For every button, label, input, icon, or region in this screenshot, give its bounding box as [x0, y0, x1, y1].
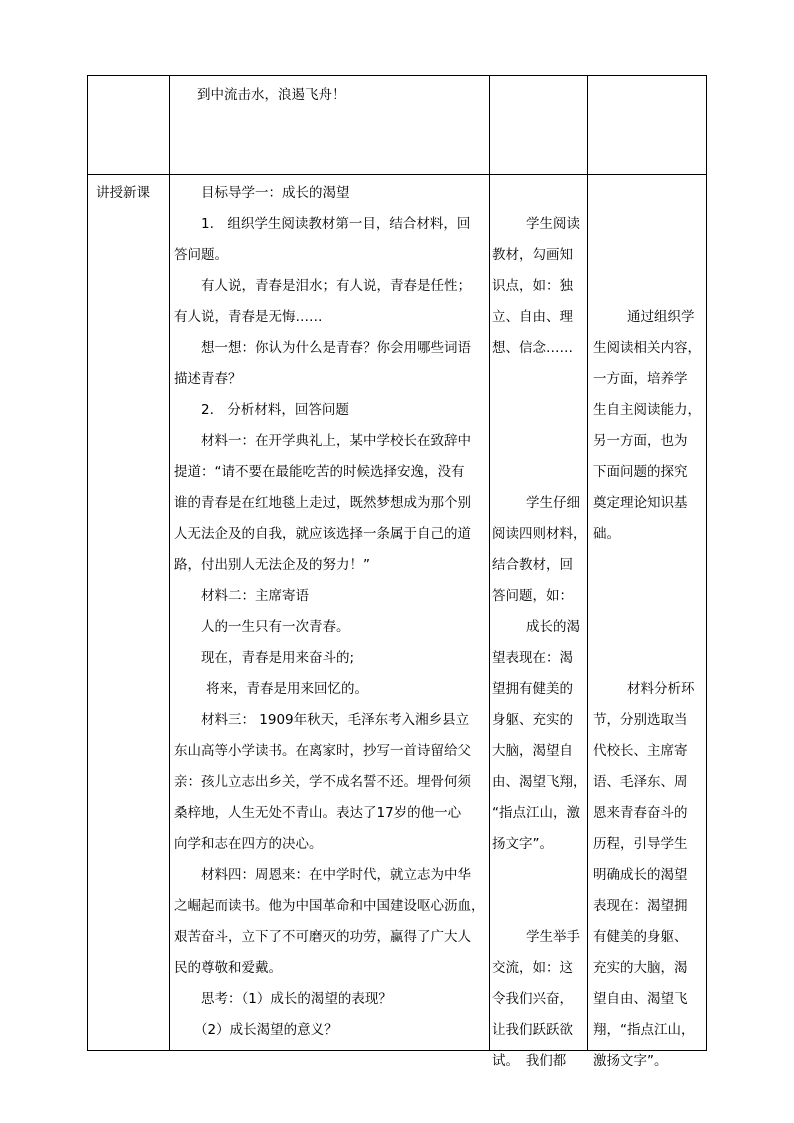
student-line-blank [492, 395, 586, 426]
student-line: 扬文字”。 [492, 836, 553, 852]
student-line: 想、信念…… [492, 340, 573, 356]
intent-line: 一方面，培养学 [593, 371, 688, 387]
intent-line: 翔，“指点江山， [593, 1022, 695, 1038]
student-line: 成长的渴 [526, 619, 580, 635]
student-line: 学生阅读 [526, 216, 580, 232]
content-line: 材料一：在开学典礼上，某中学校长在致辞中 [201, 433, 471, 449]
intent-line: 历程，引导学生 [593, 836, 688, 852]
content-line: 路，付出别人无法企及的努力！” [174, 557, 370, 573]
column-divider-1 [169, 76, 170, 1050]
content-line: 桑梓地，人生无处不青山。表达了17岁的他一心 [174, 805, 462, 821]
student-activity-cell [492, 209, 586, 1077]
content-line: 有人说，青春是泪水；有人说，青春是任性； [201, 278, 471, 294]
column-divider-2 [489, 76, 490, 1050]
content-line: 思考：（1）成长的渴望的表现？ [201, 991, 392, 1007]
design-intent-cell [593, 302, 707, 1077]
row-divider [88, 174, 706, 175]
content-line: 向学和志在四方的决心。 [174, 836, 323, 852]
student-line-blank [492, 891, 586, 922]
student-line-blank [492, 364, 586, 395]
student-line: 学生举手 [526, 929, 580, 945]
student-line-blank [492, 457, 586, 488]
content-line: 民的尊敬和爱戴。 [174, 960, 282, 976]
intent-line-blank [593, 581, 707, 612]
teaching-content-cell [174, 178, 486, 1046]
content-line: 人无法企及的自我，就应该选择一条属于自己的道 [174, 526, 471, 542]
intent-line: 语、毛泽东、周 [593, 774, 688, 790]
content-line: 之崛起而读书。他为中国革命和中国建设呕心沥血， [174, 898, 485, 914]
content-line: 现在，青春是用来奋斗的; [201, 650, 355, 666]
intent-line: 表现在：渴望拥 [593, 898, 688, 914]
content-line: 亲：孩儿立志出乡关，学不成名誓不还。埋骨何须 [174, 774, 471, 790]
content-line: 描述青春？ [174, 371, 242, 387]
student-line: 试。 我们都 [492, 1053, 567, 1069]
student-line-blank [492, 860, 586, 891]
content-line: 材料三： 1909年秋天，毛泽东考入湘乡县立 [201, 712, 470, 728]
column-divider-3 [587, 76, 588, 1050]
content-line: 有人说，青春是无悔…… [174, 309, 323, 325]
intent-line: 激扬文字”。 [593, 1053, 668, 1069]
section-label-cell [96, 178, 168, 209]
content-line: 答问题。 [174, 247, 228, 263]
student-line: 答问题，如： [492, 588, 573, 604]
lesson-plan-table [87, 75, 707, 1069]
intent-line-blank [593, 550, 707, 581]
student-line: 结合教材，回 [492, 557, 573, 573]
student-line: 令我们兴奋， [492, 991, 573, 1007]
intent-line-blank [593, 643, 707, 674]
intent-line: 代校长、主席寄 [593, 743, 688, 759]
section-label: 讲授新课 [96, 185, 150, 201]
intent-line: 有健美的身躯、 [593, 929, 688, 945]
content-line: 想一想：你认为什么是青春？你会用哪些词语 [201, 340, 471, 356]
student-line: 学生仔细 [526, 495, 580, 511]
content-line: 材料四：周恩来：在中学时代，就立志为中华 [201, 867, 471, 883]
student-line: 阅读四则材料， [492, 526, 587, 542]
intent-line: 充实的大脑，渴 [593, 960, 688, 976]
student-line: 望拥有健美的 [492, 681, 573, 697]
content-line: 人的一生只有一次青春。 [201, 619, 350, 635]
student-line: 识点，如：独 [492, 278, 573, 294]
intent-line: 节，分别选取当 [593, 712, 688, 728]
intent-line: 材料分析环 [627, 681, 695, 697]
student-line: 让我们跃跃欲 [492, 1022, 573, 1038]
content-line: 东山高等小学读书。在离家时，抄写一首诗留给父 [174, 743, 471, 759]
intent-line: 生阅读相关内容， [593, 340, 701, 356]
content-line: 谁的青春是在红地毯上走过，既然梦想成为那个别 [174, 495, 471, 511]
content-line: 目标导学一：成长的渴望 [201, 185, 350, 201]
student-line: 望表现在：渴 [492, 650, 573, 666]
student-line-blank [492, 426, 586, 457]
intent-line: 奠定理论知识基 [593, 495, 688, 511]
intent-line: 通过组织学 [627, 309, 695, 325]
content-line: 艰苦奋斗，立下了不可磨灭的功劳，赢得了广大人 [174, 929, 471, 945]
intent-line: 生自主阅读能力， [593, 402, 701, 418]
student-line: “指点江山，激 [492, 805, 580, 821]
intent-line-blank [593, 612, 707, 643]
content-line: 2. 分析材料，回答问题 [201, 402, 349, 418]
intent-line: 明确成长的渴望 [593, 867, 688, 883]
student-line: 立、自由、理 [492, 309, 573, 325]
intent-line: 望自由、渴望飞 [593, 991, 688, 1007]
intent-line: 础。 [593, 526, 620, 542]
student-line: 身躯、充实的 [492, 712, 573, 728]
content-line: 提道：“请不要在最能吃苦的时候选择安逸，没有 [174, 464, 465, 480]
student-line: 教材，勾画知 [492, 247, 573, 263]
content-line: （2）成长渴望的意义？ [194, 1022, 338, 1038]
student-line: 大脑，渴望自 [492, 743, 573, 759]
student-line: 由、渴望飞翔， [492, 774, 587, 790]
student-line: 交流，如：这 [492, 960, 573, 976]
content-line: 材料二：主席寄语 [201, 588, 309, 604]
intent-line: 恩来青春奋斗的 [593, 805, 688, 821]
intent-line: 另一方面，也为 [593, 433, 688, 449]
content-line: 将来，青春是用来回忆的。 [206, 681, 368, 697]
content-line: 1. 组织学生阅读教材第一目，结合材料，回 [201, 216, 471, 232]
row1-content-text: 到中流击水，浪遏飞舟！ [197, 87, 346, 103]
intent-line: 下面问题的探究 [593, 464, 688, 480]
row1-content-cell [170, 80, 488, 111]
